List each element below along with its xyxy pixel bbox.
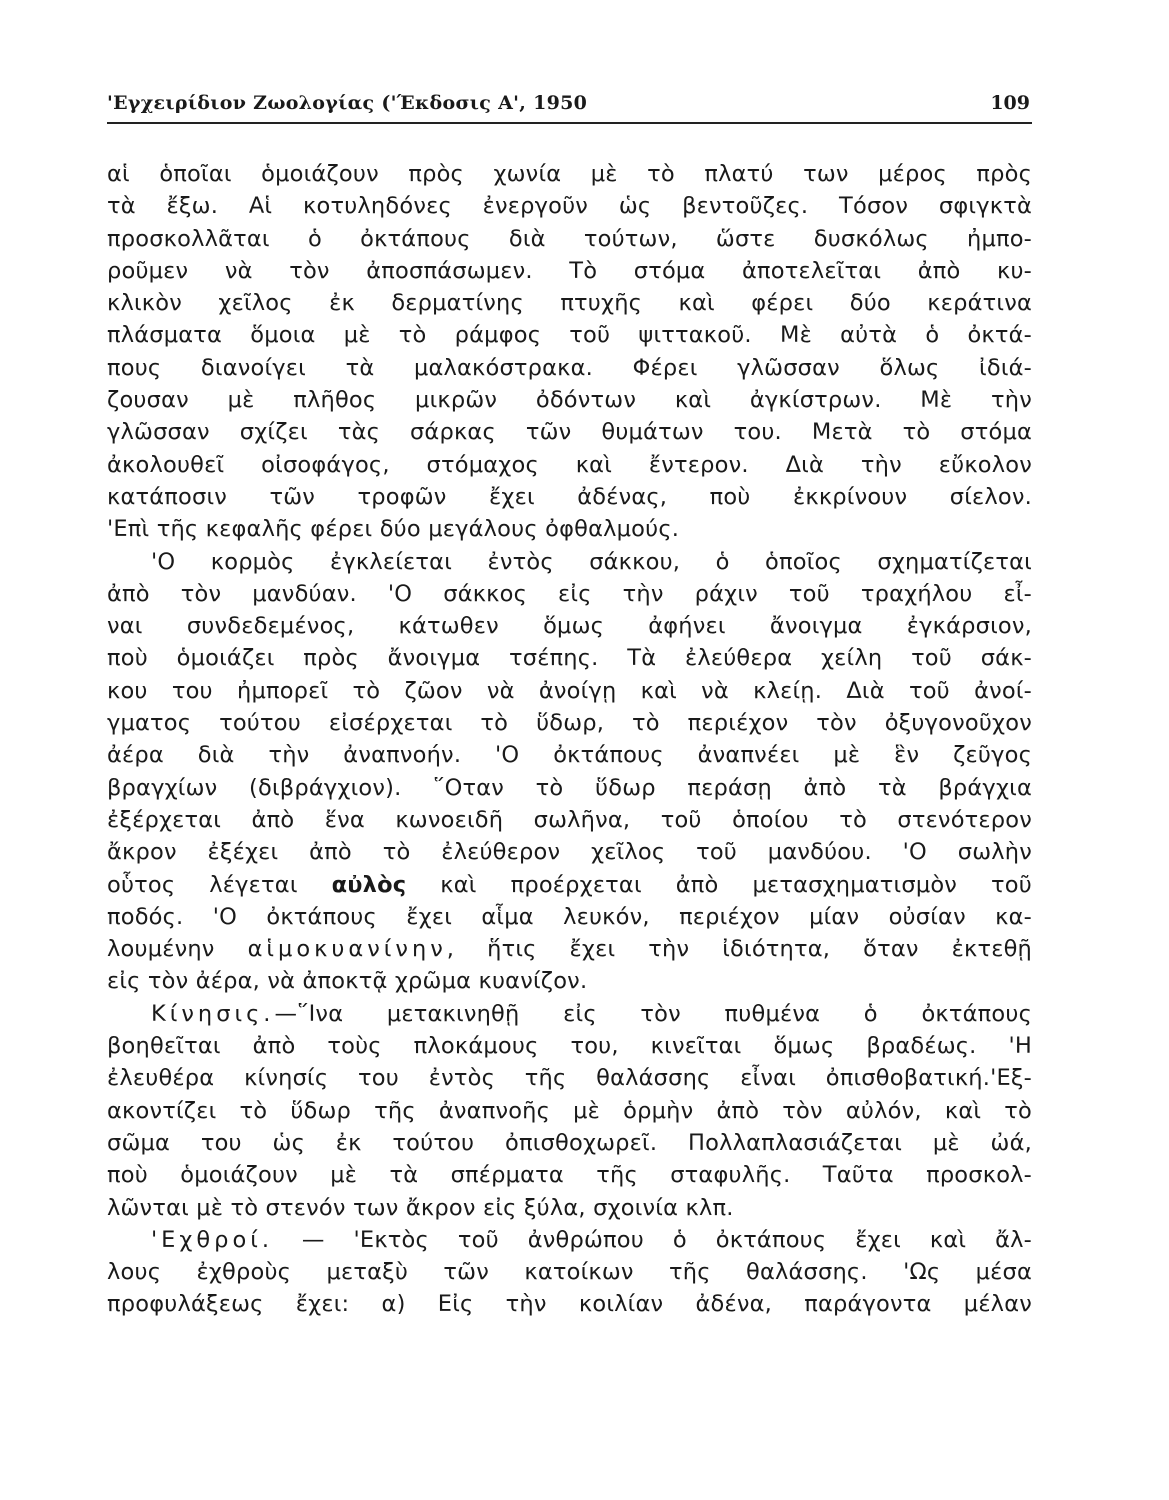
text-line: εἰς τὸν ἀέρα, νὰ ἀποκτᾷ χρῶμα κυανίζον. (107, 968, 588, 995)
text-line: ζουσαν μὲ πλῆθος μικρῶν ὀδόντων καὶ ἀγκίστρων. Μὲ τὴν (107, 387, 1032, 414)
text-line: κλικὸν χεῖλος ἐκ δερματίνης πτυχῆς καὶ φέρει δύο κεράτινα (107, 290, 1032, 317)
text-line: ναι συνδεδεμένος, κάτωθεν ὅμως ἀφήνει ἄνοιγμα ἐγκάρσιον, (107, 613, 1032, 640)
page-body (107, 158, 1032, 1321)
text-line: τὰ ἔξω. Αἱ κοτυληδόνες ἐνεργοῦν ὡς βεντοῦζες. Τόσον σφιγκτὰ (107, 193, 1032, 220)
text-line: ἀέρα διὰ τὴν ἀναπνοήν. 'Ο ὀκτάπους ἀναπνέει μὲ ἓν ζεῦγος (107, 742, 1032, 769)
running-header (107, 92, 1032, 124)
text-run: λουμένην (107, 936, 248, 963)
text-line (107, 1224, 1032, 1256)
text-line: ἐλευθέρα κίνησίς του ἐντὸς τῆς θαλάσσης εἶναι ὀπισθοβατική.'Εξ- (107, 1065, 1032, 1092)
text-run: —῞Ινα μετακινηθῇ εἰς τὸν πυθμένα ὁ ὀκτάπους (274, 1000, 1032, 1027)
section-heading-kinisis: Κίνησις. (151, 1000, 275, 1027)
text-line: γλῶσσαν σχίζει τὰς σάρκας τῶν θυμάτων του. Μετὰ τὸ στόμα (107, 419, 1032, 446)
text-line (107, 998, 1032, 1030)
text-run: , ἥτις ἔχει τὴν ἰδιότητα, ὅταν ἐκτεθῇ (446, 936, 1032, 963)
text-run: καὶ προέρχεται ἀπὸ μετασχηματισμὸν τοῦ (406, 871, 1032, 898)
paragraph (107, 998, 1032, 1224)
text-line: ποδός. 'Ο ὀκτάπους ἔχει αἷμα λευκόν, περιέχον μίαν οὐσίαν κα- (107, 903, 1032, 930)
book-title: 'Εγχειρίδιον Ζωολογίας ('Έκδοσις Α', 1950 (107, 92, 588, 114)
paragraph (107, 546, 1032, 998)
text-line: ποὺ ὁμοιάζουν μὲ τὰ σπέρματα τῆς σταφυλῆς. Ταῦτα προσκολ- (107, 1162, 1032, 1189)
text-line: σῶμα του ὡς ἐκ τούτου ὀπισθοχωρεῖ. Πολλαπλασιάζεται μὲ ὠά, (107, 1129, 1032, 1156)
text-line: ἀπὸ τὸν μανδύαν. 'Ο σάκκος εἰς τὴν ράχιν τοῦ τραχήλου εἶ- (107, 580, 1032, 607)
text-run: — 'Εκτὸς τοῦ ἀνθρώπου ὁ ὀκτάπους ἔχει καὶ ἄλ- (272, 1226, 1032, 1253)
text-line: κατάποσιν τῶν τροφῶν ἔχει ἀδένας, ποὺ ἐκκρίνουν σίελον. (107, 483, 1032, 510)
text-line (107, 869, 1032, 901)
text-line: ἄκρον ἐξέχει ἀπὸ τὸ ἐλεύθερον χεῖλος τοῦ μανδύου. 'Ο σωλὴν (107, 839, 1032, 866)
term-aulos: αὐλὸς (331, 871, 407, 898)
text-line: πους διανοίγει τὰ μαλακόστρακα. Φέρει γλῶσσαν ὅλως ἰδιά- (107, 354, 1032, 381)
text-run: οὗτος λέγεται (107, 871, 332, 898)
text-line: γματος τούτου εἰσέρχεται τὸ ὕδωρ, τὸ περιέχον τὸν ὀξυγονοῦχον (107, 710, 1032, 737)
text-line: προσκολλᾶται ὁ ὀκτάπους διὰ τούτων, ὥστε δυσκόλως ἠμπο- (107, 225, 1032, 252)
text-line: ακοντίζει τὸ ὕδωρ τῆς ἀναπνοῆς μὲ ὁρμὴν ἀπὸ τὸν αὐλόν, καὶ τὸ (107, 1097, 1032, 1124)
text-line: ἐξέρχεται ἀπὸ ἕνα κωνοειδῆ σωλῆνα, τοῦ ὁποίου τὸ στενότερον (107, 806, 1032, 833)
text-line: ποὺ ὁμοιάζει πρὸς ἄνοιγμα τσέπης. Τὰ ἐλεύθερα χείλη τοῦ σάκ- (107, 645, 1032, 672)
text-line: λους ἐχθροὺς μεταξὺ τῶν κατοίκων τῆς θαλάσσης. 'Ως μέσα (107, 1259, 1032, 1286)
text-line: προφυλάξεως ἔχει: α) Εἰς τὴν κοιλίαν ἀδένα, παράγοντα μέλαν (107, 1291, 1032, 1318)
text-line: ροῦμεν νὰ τὸν ἀποσπάσωμεν. Τὸ στόμα ἀποτελεῖται ἀπὸ κυ- (107, 257, 1032, 284)
text-line: βοηθεῖται ἀπὸ τοὺς πλοκάμους του, κινεῖται ὅμως βραδέως. 'Η (107, 1033, 1032, 1060)
term-haemocyanin: αἱμοκυανίνην (247, 936, 447, 963)
text-line: ἀκολουθεῖ οἰσοφάγος, στόμαχος καὶ ἔντερον. Διὰ τὴν εὔκολον (107, 451, 1032, 478)
text-line: 'Ο κορμὸς ἐγκλείεται ἐντὸς σάκκου, ὁ ὁποῖος σχηματίζεται (151, 548, 1032, 575)
text-line: κου του ἠμπορεῖ τὸ ζῶον νὰ ἀνοίγῃ καὶ νὰ κλείῃ. Διὰ τοῦ ἀνοί- (107, 677, 1032, 704)
page-number: 109 (990, 92, 1030, 114)
text-line: βραγχίων (διβράγχιον). ῞Οταν τὸ ὕδωρ περάσῃ ἀπὸ τὰ βράγχια (107, 774, 1032, 801)
section-heading-echthroi: 'Εχθροί. (151, 1226, 273, 1253)
text-line (107, 933, 1032, 965)
text-line: πλάσματα ὅμοια μὲ τὸ ράμφος τοῦ ψιττακοῦ. Μὲ αὐτὰ ὁ ὀκτά- (107, 322, 1032, 349)
paragraph (107, 1224, 1032, 1321)
text-line: 'Επὶ τῆς κεφαλῆς φέρει δύο μεγάλους ὀφθαλμούς. (107, 516, 680, 543)
text-line: λῶνται μὲ τὸ στενόν των ἄκρον εἰς ξύλα, σχοινία κλπ. (107, 1194, 734, 1221)
text-line: αἱ ὁποῖαι ὁμοιάζουν πρὸς χωνία μὲ τὸ πλατύ των μέρος πρὸς (107, 161, 1032, 187)
paragraph (107, 158, 1032, 546)
